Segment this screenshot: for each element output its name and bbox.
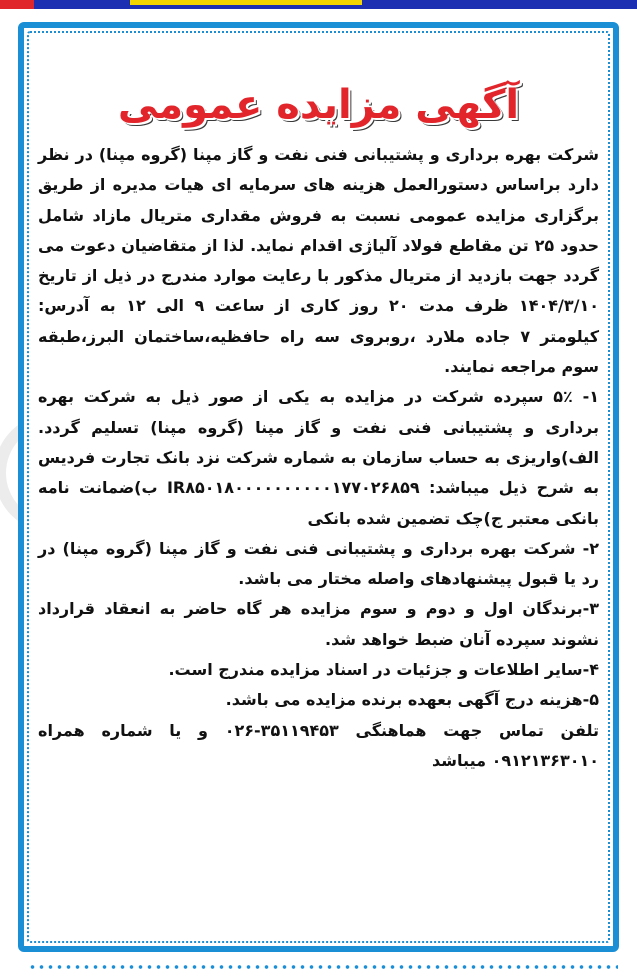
notice-item-4: ۴-سایر اطلاعات و جزئیات در اسناد مزایده مندرج است. [168,660,599,680]
notice-contact: تلفن تماس جهت هماهنگی ۳۵۱۱۹۴۵۳-۰۲۶ و یا شماره همراه ۰۹۱۲۱۳۶۳۰۱۰ میباشد [38,720,599,770]
top-strip-yellow-segment [130,0,362,5]
top-color-strip [0,0,637,9]
notice-body [36,140,601,776]
notice-frame [18,22,619,952]
top-strip-red-segment [0,0,34,9]
bottom-dotted-border [28,964,618,970]
notice-item-1: ۱- ۵٪ سپرده شرکت در مزایده به یکی از صور ذیل به شرکت بهره برداری و پشتیبانی فنی نفت و گاز مپنا (گروه مپنا) تسلیم گردد. الف)واریزی به حساب سازمان به شماره شرکت نزد بانک تجارت فردیس به شرح ذیل میباشد: IR۸۵۰۱۸۰۰۰۰۰۰۰۰۰۰۱۷۷۰۲۶۸۵۹ ب)ضمانت نامه بانکی معتبر ج)چک تضمین شده بانکی [38,387,600,528]
notice-intro: شرکت بهره برداری و پشتیبانی فنی نفت و گاز مپنا (گروه مپنا) در نظر دارد براساس دستورالعمل هزینه های سرمایه ای هیات مدیره از طریق برگزاری مزایده عمومی نسبت به فروش مقداری متریال مازاد شامل حدود ۲۵ تن مقاطع فولاد آلیاژی اقدام نماید. لذا از متقاضیان دعوت می گردد جهت بازدید از متریال مذکور با رعایت موارد مندرج در ذیل از تاریخ ۱۴۰۴/۳/۱۰ ظرف مدت ۲۰ روز کاری از ساعت ۹ الی ۱۲ به آدرس: کیلومتر ۷ جاده ملارد ،روبروی سه راه حافظیه،ساختمان البرز،طبقه سوم مراجعه نمایند. [38,145,600,377]
notice-item-3: ۳-برندگان اول و دوم و سوم مزایده هر گاه حاضر به انعقاد قرارداد نشوند سپرده آنان ضبط خواهد شد. [38,599,599,649]
notice-item-5: ۵-هزینه درج آگهی بعهده برنده مزایده می باشد. [225,690,599,710]
notice-content [36,38,601,936]
notice-item-2: ۲- شرکت بهره برداری و پشتیبانی فنی نفت و گاز مپنا (گروه مپنا) در رد یا قبول پیشنهادهای واصله مختار می باشد. [38,538,599,589]
notice-title: آگهی مزایده عمومی [117,82,520,128]
